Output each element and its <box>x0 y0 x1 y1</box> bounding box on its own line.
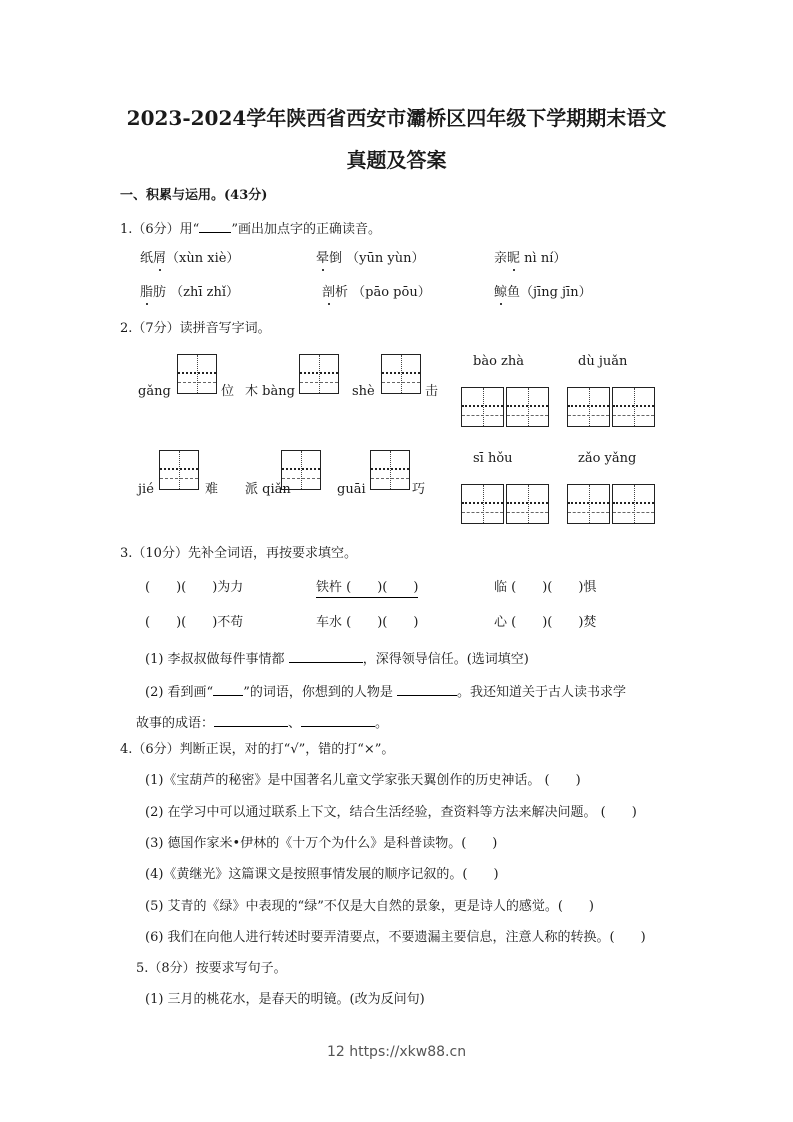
writing-grid-box[interactable] <box>370 450 410 490</box>
q4-item: (5) 艾青的《绿》中表现的“绿”不仅是大自然的景象，更是诗人的感觉。( ) <box>145 899 594 914</box>
pinyin: 木 bàng <box>245 384 295 399</box>
pinyin: shè <box>352 384 375 399</box>
page-footer: 12 https://xkw88.cn <box>326 1044 467 1060</box>
q5-item: (1) 三月的桃花水，是春天的明镜。(改为反问句) <box>145 992 425 1007</box>
char: 难 <box>205 482 219 497</box>
idiom-blank: 临 ( )( )惧 <box>494 580 597 595</box>
writing-grid-box[interactable] <box>567 484 610 524</box>
idiom-blank: 心 ( )( )焚 <box>494 615 597 630</box>
dotted-char: 晕 <box>316 251 330 266</box>
writing-grid-box[interactable] <box>461 387 504 427</box>
writing-grid-box[interactable] <box>159 450 199 490</box>
q4-heading: 4.（6分）判断正误，对的打“√”，错的打“×”。 <box>120 742 395 757</box>
q3-heading: 3.（10分）先补全词语，再按要求填空。 <box>120 546 357 561</box>
pinyin: jié <box>138 482 154 497</box>
idiom-blank-underlined: 铁杵 ( )( ) <box>316 581 418 598</box>
underline-sample <box>199 220 231 233</box>
underline-sample <box>213 683 243 696</box>
writing-grid-box[interactable] <box>612 484 655 524</box>
text: 、 <box>288 716 302 731</box>
q1-item <box>494 286 592 299</box>
dotted-char: 屑 <box>153 251 167 266</box>
section-heading: 一、积累与运用。(43分) <box>120 188 268 203</box>
q4-item: (1)《宝葫芦的秘密》是中国著名儿童文学家张天翼创作的历史神话。 ( ) <box>145 773 581 788</box>
q1-item <box>322 286 431 299</box>
char: 位 <box>221 384 235 399</box>
text: (2) 看到画“ <box>145 685 214 700</box>
q1-head-a: 1.（6分）用“ <box>120 222 200 237</box>
q4-item: (4)《黄继光》这篇课文是按照事情发展的顺序记叙的。( ) <box>145 867 499 882</box>
q4-item: (3) 德国作家米•伊林的《十万个为什么》是科普读物。( ) <box>145 836 498 851</box>
pinyin: guāi <box>337 482 366 497</box>
writing-grid-box[interactable] <box>177 354 217 394</box>
item-text: 鱼（jīng jīn） <box>507 285 592 300</box>
pinyin: bào zhà <box>473 354 525 369</box>
q1-item <box>140 286 239 299</box>
pinyin: 派 qiǎn <box>245 482 291 497</box>
q3-sub2-cont <box>136 714 388 730</box>
writing-grid-box[interactable] <box>506 387 549 427</box>
q1-item <box>494 252 566 265</box>
writing-grid-box[interactable] <box>281 450 321 490</box>
dotted-char: 脂 <box>140 285 154 300</box>
writing-grid-box[interactable] <box>299 354 339 394</box>
item-text: nì ní） <box>520 251 567 266</box>
q5-heading: 5.（8分）按要求写句子。 <box>136 961 287 976</box>
writing-grid-box[interactable] <box>567 387 610 427</box>
item-text: （xùn xiè） <box>166 251 240 266</box>
item-text: 纸 <box>140 251 154 266</box>
pinyin: dù juǎn <box>578 354 628 369</box>
q4-item: (6) 我们在向他人进行转述时要弄清要点，不要遗漏主要信息，注意人称的转换。( ) <box>145 930 646 945</box>
text: 。 <box>375 716 389 731</box>
writing-grid-box[interactable] <box>506 484 549 524</box>
q1-item <box>316 252 424 265</box>
answer-blank[interactable] <box>397 683 457 696</box>
text: (1) 李叔叔做每件事情都 <box>145 652 285 667</box>
writing-grid-box[interactable] <box>381 354 421 394</box>
q3-sub1 <box>145 650 529 666</box>
item-text: 亲 <box>494 251 508 266</box>
doc-title-line1: 2023-2024学年陕西省西安市灞桥区四年级下学期期末语文 <box>126 106 667 130</box>
pinyin: sī hǒu <box>473 451 513 466</box>
char: 巧 <box>412 482 426 497</box>
q2-heading: 2.（7分）读拼音写字词。 <box>120 321 271 336</box>
pinyin: gǎng <box>138 384 171 399</box>
item-text: 倒 （yūn yùn） <box>329 251 425 266</box>
dotted-char: 昵 <box>507 251 521 266</box>
pinyin: zǎo yǎng <box>578 451 637 466</box>
dotted-char: 鲸 <box>494 285 508 300</box>
text: 故事的成语： <box>136 716 215 731</box>
idiom-blank: ( )( )为力 <box>145 580 244 595</box>
q1-heading <box>120 220 381 236</box>
doc-title-line2: 真题及答案 <box>346 148 447 172</box>
writing-grid-box[interactable] <box>461 484 504 524</box>
text: ，深得领导信任。(选词填空) <box>362 652 529 667</box>
char: 击 <box>425 384 439 399</box>
text: 。我还知道关于古人读书求学 <box>457 685 627 700</box>
answer-blank[interactable] <box>214 714 288 727</box>
answer-blank[interactable] <box>289 650 363 663</box>
idiom-blank: ( )( )不苟 <box>145 615 244 630</box>
writing-grid-box[interactable] <box>612 387 655 427</box>
answer-blank[interactable] <box>301 714 375 727</box>
item-text: 析 （pāo pōu） <box>335 285 431 300</box>
q4-item: (2) 在学习中可以通过联系上下文，结合生活经验，查资料等方法来解决问题。 ( ) <box>145 805 637 820</box>
q1-head-b: ”画出加点字的正确读音。 <box>231 222 381 237</box>
item-text: 肪 （zhī zhǐ） <box>153 285 240 300</box>
q1-item <box>140 252 239 265</box>
q3-sub2 <box>145 683 626 699</box>
idiom-blank: 车水 ( )( ) <box>316 615 419 630</box>
text: ”的词语，你想到的人物是 <box>243 685 393 700</box>
dotted-char: 剖 <box>322 285 336 300</box>
